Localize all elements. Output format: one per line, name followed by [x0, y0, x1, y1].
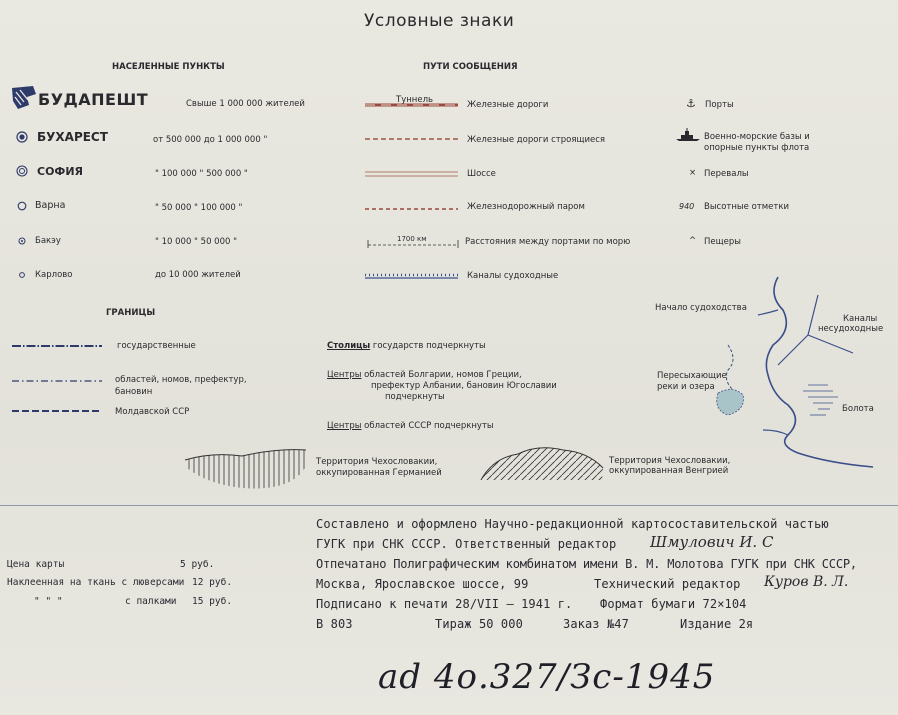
- border-state-label: государственные: [117, 341, 196, 351]
- imprint-line6a: В 803: [316, 617, 353, 631]
- settlement-row-5-name: Бакэу: [35, 236, 61, 246]
- imprint-line2a: ГУГК при СНК СССР. Ответственный редактор: [316, 537, 617, 551]
- price-line3-label: с палками: [125, 596, 177, 607]
- imprint-line2b: Шмулович И. С: [650, 533, 774, 551]
- warship-icon: [675, 128, 701, 142]
- comm-row-ferry: Железнодорожный паром: [467, 202, 585, 212]
- city-50k-icon: [17, 201, 27, 211]
- imprint-line6b: Тираж 50 000: [435, 617, 523, 631]
- section-divider: [0, 505, 898, 506]
- city-10k-icon: [17, 236, 27, 246]
- height-value: 940: [679, 202, 695, 211]
- imprint-line4c: Куров В. Л.: [764, 574, 849, 590]
- imprint-line3: Отпечатано Полиграфическим комбинатом имени В. М. Молотова ГУГК при СНК СССР,: [316, 557, 857, 571]
- capital-city-icon: [9, 84, 39, 114]
- imprint-line6d: Издание 2я: [680, 617, 754, 631]
- city-500k-icon: [16, 131, 28, 143]
- comm-row-highway: Шоссе: [467, 169, 496, 179]
- capitals-text-5: областей СССР подчеркнуты: [364, 421, 494, 431]
- railway-symbols: [360, 92, 470, 282]
- canals-line2: несудоходные: [818, 324, 884, 334]
- naval-bases-line1: Военно-морские базы и: [704, 132, 810, 142]
- price-line1-value: 5 руб.: [180, 559, 215, 570]
- village-icon: [18, 271, 26, 279]
- cave-icon: ^: [689, 236, 697, 246]
- settlement-row-6-range: до 10 000 жителей: [155, 270, 241, 280]
- drying-line2: реки и озера: [657, 382, 715, 392]
- anchor-icon: ⚓: [686, 97, 696, 110]
- heights-label: Высотные отметки: [704, 202, 789, 212]
- german-occupied-hatch: [182, 446, 312, 496]
- imprint-line4a: Москва, Ярославское шоссе, 99: [316, 577, 529, 591]
- swamp-label: Болота: [842, 404, 874, 414]
- capitals-underline-1: Столицы: [327, 341, 371, 351]
- settlement-row-6-name: Карлово: [35, 270, 73, 280]
- hungarian-occupied-hatch: [478, 440, 608, 490]
- borders-heading: ГРАНИЦЫ: [106, 308, 156, 318]
- passes-label: Перевалы: [704, 169, 749, 179]
- price-line2-label: Наклеенная на ткань с люверсами: [7, 577, 185, 588]
- caves-label: Пещеры: [704, 237, 741, 247]
- capitals-line3: префектур Албании, бановин Югославии: [371, 381, 557, 391]
- comm-row-canals: Каналы судоходные: [467, 271, 559, 281]
- border-regions-line1: областей, номов, префектур,: [115, 375, 247, 385]
- capitals-line4: подчеркнуты: [385, 392, 445, 402]
- city-100k-icon: [16, 165, 28, 177]
- capitals-underline-5: Центры: [327, 421, 362, 431]
- ports-label: Порты: [705, 100, 734, 110]
- settlement-row-2-range: от 500 000 до 1 000 000 ": [153, 135, 268, 145]
- settlement-row-2-name: БУХАРЕСТ: [37, 130, 108, 144]
- price-line1-label: Цена карты: [7, 559, 65, 570]
- price-line3-ditto: " " ": [34, 596, 63, 607]
- comm-row-railway-construction: Железные дороги строящиеся: [467, 135, 606, 145]
- capitals-line2: [327, 371, 522, 380]
- settlement-row-4-range: " 50 000 " 100 000 ": [155, 203, 243, 213]
- capitals-underline-2: Центры: [327, 370, 362, 380]
- navigation-start-label: Начало судоходства: [655, 303, 747, 313]
- pass-icon: ×: [689, 168, 697, 178]
- settlement-row-1-name: БУДАПЕШТ: [38, 90, 149, 109]
- settlement-row-3-name: СОФИЯ: [37, 165, 84, 178]
- capitals-line1: [327, 342, 486, 351]
- handwritten-catalog-number: ad 4о.327/Зс-1945: [378, 657, 716, 697]
- drying-line1: Пересыхающие: [657, 371, 727, 381]
- hungarian-territory-line2: оккупированная Венгрией: [609, 466, 729, 476]
- imprint-line5a: Подписано к печати 28/VII — 1941 г.: [316, 597, 573, 611]
- settlements-heading: НАСЕЛЕННЫЕ ПУНКТЫ: [112, 62, 225, 72]
- capitals-text-2: областей Болгарии, номов Греции,: [364, 370, 522, 380]
- price-line3-value: 15 руб.: [192, 596, 233, 607]
- distance-label: 1700 км: [397, 235, 427, 243]
- settlement-row-3-range: " 100 000 " 500 000 ": [155, 169, 248, 179]
- price-line2-value: 12 руб.: [192, 577, 233, 588]
- border-regions-line2: бановин: [115, 387, 153, 397]
- communications-heading: ПУТИ СООБЩЕНИЯ: [423, 62, 518, 72]
- imprint-line1: Составлено и оформлено Научно-редакционной картосоставительской частью: [316, 517, 829, 531]
- settlement-row-4-name: Варна: [35, 200, 66, 211]
- capitals-line5: [327, 422, 494, 431]
- imprint-line4b: Технический редактор: [594, 577, 741, 591]
- german-territory-line2: оккупированная Германией: [316, 468, 442, 478]
- comm-row-sea-distance: Расстояния между портами по морю: [465, 237, 631, 247]
- comm-row-railway: Железные дороги: [467, 100, 549, 110]
- naval-bases-line2: опорные пункты флота: [704, 143, 810, 153]
- border-symbols: [10, 336, 110, 416]
- hungarian-territory-line1: Территория Чехословакии,: [609, 456, 731, 466]
- legend-title: Условные знаки: [364, 11, 515, 31]
- border-moldavian-label: Молдавской ССР: [115, 407, 190, 417]
- capitals-text-1: государств подчеркнуты: [372, 341, 486, 351]
- imprint-line5b: Формат бумаги 72×104: [600, 597, 747, 611]
- german-territory-line1: Территория Чехословакии,: [316, 457, 438, 467]
- settlement-row-5-range: " 10 000 " 50 000 ": [155, 237, 238, 247]
- imprint-line6c: Заказ №47: [563, 617, 629, 631]
- canals-line1: Каналы: [843, 314, 878, 324]
- settlement-row-1-range: Свыше 1 000 000 жителей: [186, 99, 305, 109]
- tunnel-label: Туннель: [396, 95, 434, 105]
